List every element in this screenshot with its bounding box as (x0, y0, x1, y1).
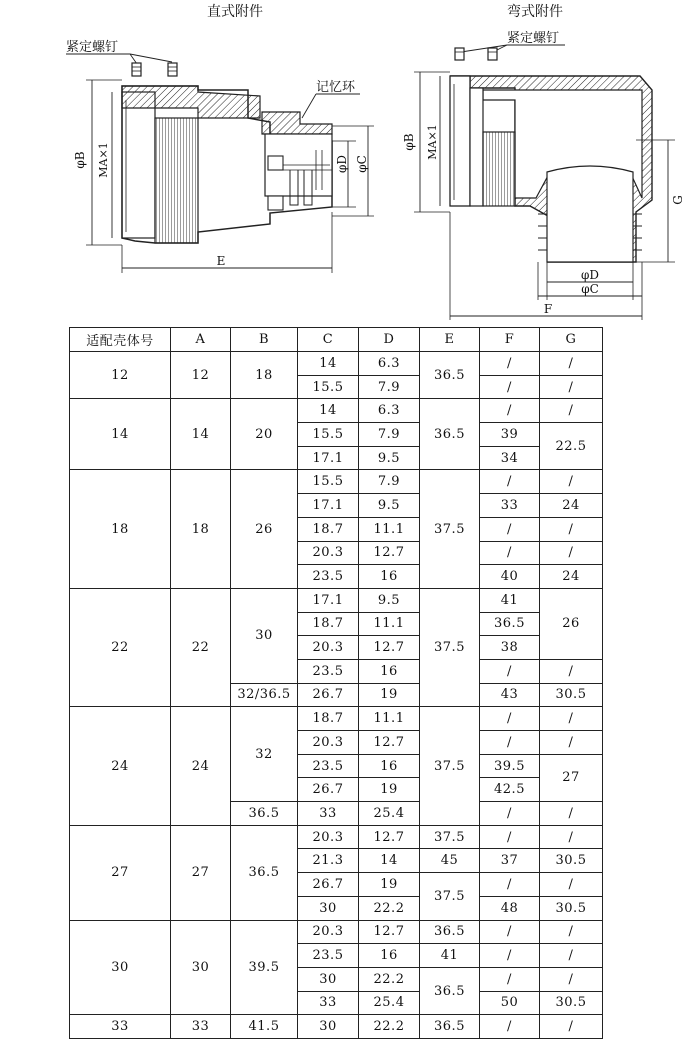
table-cell: 23.5 (298, 754, 359, 778)
table-cell: 9.5 (359, 494, 420, 518)
table-cell: 26.7 (298, 873, 359, 897)
table-cell: / (480, 707, 540, 731)
table-cell: 30.5 (540, 896, 603, 920)
straight-screw-right-icon (168, 63, 177, 76)
table-cell: 33 (171, 1015, 231, 1039)
table-cell: 27 (540, 754, 603, 801)
table-cell: 16 (359, 659, 420, 683)
table-cell: 30 (70, 920, 171, 1015)
table-cell: 32/36.5 (231, 683, 298, 707)
table-cell: / (540, 967, 603, 991)
table-cell: 12.7 (359, 636, 420, 660)
table-cell: 43 (480, 683, 540, 707)
table-cell: 33 (298, 991, 359, 1015)
spec-table (69, 327, 603, 1039)
table-cell: 16 (359, 565, 420, 589)
table-cell: 20.3 (298, 825, 359, 849)
table-cell: 30.5 (540, 991, 603, 1015)
straight-thread-section (262, 112, 332, 134)
straight-title: 直式附件 (207, 4, 263, 20)
table-cell: 26 (540, 588, 603, 659)
table-cell: / (540, 944, 603, 968)
table-cell: / (540, 920, 603, 944)
table-cell: 48 (480, 896, 540, 920)
table-row (70, 1015, 603, 1039)
table-cell: 11.1 (359, 517, 420, 541)
table-cell: 7.9 (359, 375, 420, 399)
table-cell: / (480, 399, 540, 423)
table-cell: 17.1 (298, 446, 359, 470)
table-cell: / (480, 944, 540, 968)
table-cell: 14 (70, 399, 171, 470)
table-cell: 50 (480, 991, 540, 1015)
table-cell: / (540, 470, 603, 494)
table-cell: 37.5 (420, 707, 480, 825)
straight-dim-MA: MA×1 (97, 142, 110, 178)
elbow-dim-C: φC (581, 282, 599, 296)
table-cell: 11.1 (359, 707, 420, 731)
table-cell: 41 (480, 588, 540, 612)
table-cell: 42.5 (480, 778, 540, 802)
table-cell: 19 (359, 778, 420, 802)
table-cell: 39 (480, 423, 540, 447)
table-cell: 18 (70, 470, 171, 588)
table-cell: 24 (171, 707, 231, 825)
table-cell: / (480, 470, 540, 494)
table-cell: / (480, 920, 540, 944)
table-cell: 22 (70, 588, 171, 706)
table-cell: 33 (70, 1015, 171, 1039)
table-cell: 22.2 (359, 1015, 420, 1039)
table-cell: 18 (231, 352, 298, 399)
table-cell: 18.7 (298, 517, 359, 541)
table-cell: 36.5 (231, 825, 298, 920)
table-cell: / (480, 873, 540, 897)
table-cell: 33 (480, 494, 540, 518)
table-cell: 18.7 (298, 707, 359, 731)
table-cell: 15.5 (298, 423, 359, 447)
table-cell: / (540, 659, 603, 683)
table-cell: 19 (359, 683, 420, 707)
table-cell: 23.5 (298, 944, 359, 968)
table-cell: 20 (231, 399, 298, 470)
header-cell: G (540, 328, 603, 352)
table-cell: 30.5 (540, 683, 603, 707)
table-cell: 30 (171, 920, 231, 1015)
table-cell: 17.1 (298, 588, 359, 612)
table-cell: 15.5 (298, 470, 359, 494)
table-cell: / (540, 825, 603, 849)
table-cell: 26 (231, 470, 298, 588)
spec-table-header-row (70, 328, 603, 352)
table-cell: 36.5 (420, 967, 480, 1014)
table-cell: 12.7 (359, 731, 420, 755)
table-cell: / (540, 731, 603, 755)
table-cell: 24 (540, 494, 603, 518)
header-cell: C (298, 328, 359, 352)
straight-dim-C: φC (355, 155, 369, 173)
elbow-screw-label: 紧定螺钉 (507, 31, 560, 46)
table-cell: / (540, 707, 603, 731)
straight-ring-label: 记忆环 (316, 80, 356, 95)
table-cell: / (480, 802, 540, 826)
elbow-screw-right-icon (488, 48, 497, 60)
table-cell: / (480, 731, 540, 755)
table-cell: 14 (298, 399, 359, 423)
straight-dim-B: φB (73, 151, 87, 169)
table-row (70, 588, 603, 612)
table-cell: 20.3 (298, 541, 359, 565)
straight-screw-leader-3 (130, 54, 172, 62)
table-cell: 20.3 (298, 636, 359, 660)
elbow-dim-D: φD (580, 268, 600, 282)
table-cell: 38 (480, 636, 540, 660)
table-row (70, 825, 603, 849)
table-cell: 39.5 (480, 754, 540, 778)
header-cell: E (420, 328, 480, 352)
table-cell: 37.5 (420, 873, 480, 920)
table-cell: 22.2 (359, 896, 420, 920)
table-cell: 34 (480, 446, 540, 470)
table-row (70, 352, 603, 376)
table-cell: 22 (171, 588, 231, 706)
table-cell: 22.5 (540, 423, 603, 470)
elbow-dim-F: F (543, 302, 553, 316)
table-cell: 45 (420, 849, 480, 873)
table-cell: 23.5 (298, 659, 359, 683)
table-cell: / (480, 825, 540, 849)
straight-ring-leader (302, 94, 316, 118)
table-cell: 14 (171, 399, 231, 470)
table-cell: 36.5 (480, 612, 540, 636)
table-cell: 14 (298, 352, 359, 376)
table-cell: 41 (420, 944, 480, 968)
table-cell: 26.7 (298, 778, 359, 802)
elbow-flange (450, 76, 470, 206)
header-cell: A (171, 328, 231, 352)
table-cell: 12.7 (359, 541, 420, 565)
table-cell: 30 (298, 1015, 359, 1039)
table-cell: / (540, 873, 603, 897)
table-cell: 23.5 (298, 565, 359, 589)
header-cell: F (480, 328, 540, 352)
table-cell: 15.5 (298, 375, 359, 399)
table-cell: 18 (171, 470, 231, 588)
table-cell: 12.7 (359, 920, 420, 944)
table-cell: / (480, 352, 540, 376)
table-cell: 39.5 (231, 920, 298, 1015)
table-cell: 24 (70, 707, 171, 825)
table-cell: 27 (70, 825, 171, 920)
table-cell: 6.3 (359, 399, 420, 423)
table-cell: / (540, 375, 603, 399)
table-row (70, 399, 603, 423)
table-cell: 33 (298, 802, 359, 826)
header-cell: D (359, 328, 420, 352)
table-cell: 40 (480, 565, 540, 589)
table-cell: 9.5 (359, 446, 420, 470)
table-cell: 11.1 (359, 612, 420, 636)
table-cell: 30 (298, 896, 359, 920)
table-cell: 9.5 (359, 588, 420, 612)
table-cell: / (480, 1015, 540, 1039)
table-cell: 22.2 (359, 967, 420, 991)
header-cell: B (231, 328, 298, 352)
table-cell: 41.5 (231, 1015, 298, 1039)
table-cell: / (480, 659, 540, 683)
elbow-attachment-drawing (402, 4, 685, 320)
table-cell: / (540, 1015, 603, 1039)
straight-screw-label: 紧定螺钉 (66, 40, 119, 55)
table-cell: / (540, 802, 603, 826)
table-cell: 14 (359, 849, 420, 873)
table-cell: 30 (298, 967, 359, 991)
table-cell: / (480, 517, 540, 541)
table-cell: / (540, 517, 603, 541)
spec-table-body (70, 352, 603, 1039)
table-cell: / (540, 352, 603, 376)
header-cell: 适配壳体号 (70, 328, 171, 352)
table-cell: 37 (480, 849, 540, 873)
table-cell: 7.9 (359, 470, 420, 494)
table-cell: 25.4 (359, 802, 420, 826)
table-cell: 37.5 (420, 470, 480, 588)
table-cell: 25.4 (359, 991, 420, 1015)
table-cell: 32 (231, 707, 298, 802)
straight-attachment-drawing (66, 4, 374, 273)
straight-screw-left-icon (132, 63, 141, 76)
elbow-title: 弯式附件 (507, 4, 563, 20)
table-cell: 37.5 (420, 825, 480, 849)
table-cell: 16 (359, 944, 420, 968)
table-cell: 30 (231, 588, 298, 683)
table-cell: / (480, 375, 540, 399)
table-cell: 18.7 (298, 612, 359, 636)
elbow-outlet-tube (547, 166, 633, 262)
table-cell: / (480, 967, 540, 991)
table-cell: 26.7 (298, 683, 359, 707)
elbow-dim-B: φB (402, 133, 416, 151)
table-cell: 30.5 (540, 849, 603, 873)
table-cell: 36.5 (420, 1015, 480, 1039)
table-cell: 12 (70, 352, 171, 399)
table-cell: 12.7 (359, 825, 420, 849)
table-cell: 19 (359, 873, 420, 897)
table-cell: 36.5 (231, 802, 298, 826)
table-cell: / (540, 541, 603, 565)
elbow-knurl (483, 132, 515, 206)
table-row (70, 470, 603, 494)
table-cell: 6.3 (359, 352, 420, 376)
table-cell: 36.5 (420, 920, 480, 944)
table-cell: 21.3 (298, 849, 359, 873)
table-cell: 27 (171, 825, 231, 920)
straight-knurl (155, 118, 198, 243)
table-cell: 20.3 (298, 920, 359, 944)
table-row (70, 707, 603, 731)
table-cell: 12 (171, 352, 231, 399)
elbow-screw-left-icon (455, 48, 464, 60)
table-cell: 20.3 (298, 731, 359, 755)
table-cell: 24 (540, 565, 603, 589)
straight-dim-D: φD (335, 154, 349, 174)
table-cell: / (480, 541, 540, 565)
table-cell: / (540, 399, 603, 423)
elbow-dim-MA: MA×1 (426, 124, 439, 160)
drawings-area (0, 0, 700, 325)
elbow-dim-G: G (671, 195, 685, 205)
table-cell: 36.5 (420, 399, 480, 470)
table-row (70, 920, 603, 944)
table-cell: 37.5 (420, 588, 480, 706)
table-cell: 16 (359, 754, 420, 778)
table-cell: 7.9 (359, 423, 420, 447)
table-cell: 17.1 (298, 494, 359, 518)
straight-dim-E: E (216, 254, 226, 268)
table-cell: 36.5 (420, 352, 480, 399)
